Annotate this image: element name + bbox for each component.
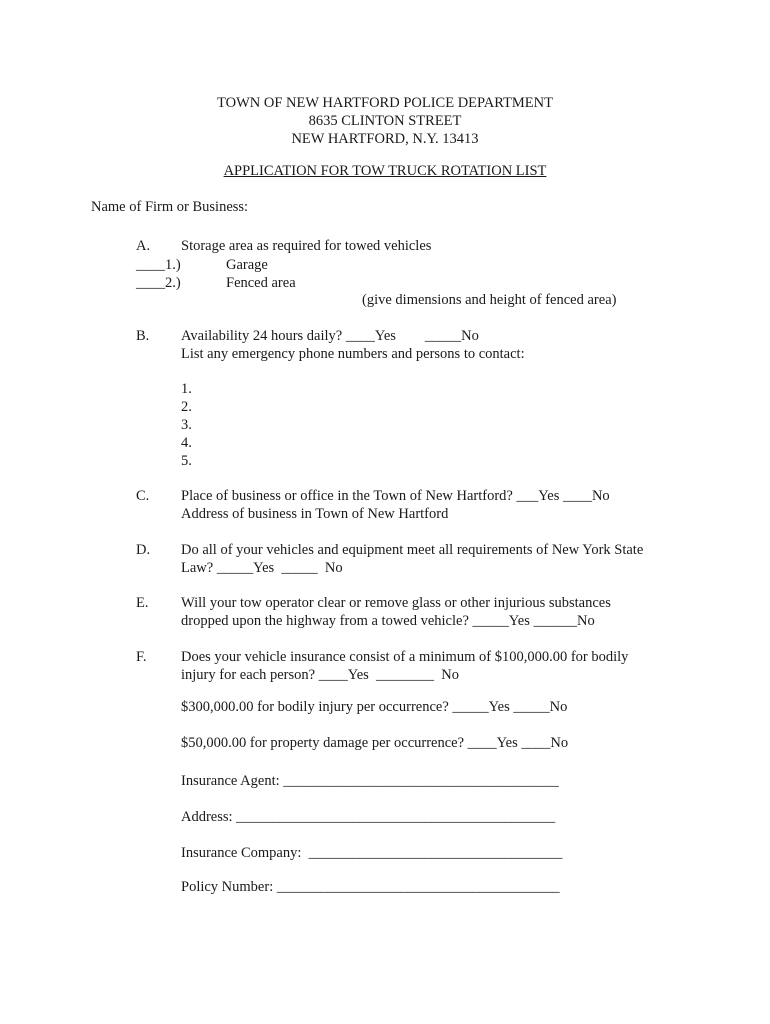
requirements-question: Do all of your vehicles and equipment meet all requirements of New York State [181,542,644,558]
requirements-answer: Law? _____Yes _____ No [181,560,343,576]
section-f-letter: F. [136,649,147,665]
department-street: 8635 CLINTON STREET [308,113,462,129]
insurance-address-field: Address: ____________________________________________ [181,809,556,825]
contact-line-4: 4. [181,435,192,451]
department-name: TOWN OF NEW HARTFORD POLICE DEPARTMENT [217,95,553,111]
contact-line-3: 3. [181,417,192,433]
emergency-contacts-label: List any emergency phone numbers and persons to contact: [181,346,525,362]
contact-line-2: 2. [181,399,192,415]
debris-clearance-question: Will your tow operator clear or remove glass or other injurious substances [181,595,611,611]
fenced-area-label: Fenced area [226,275,296,291]
availability-question: Availability 24 hours daily? ____Yes _____No [181,328,479,344]
firm-name-label: Name of Firm or Business: [91,199,249,215]
place-of-business-question: Place of business or office in the Town of New Hartford? ___Yes ____No [181,488,610,504]
insurance-per-person-answer: injury for each person? ____Yes ________ No [181,667,460,683]
section-d-letter: D. [136,542,151,558]
section-e-letter: E. [136,595,149,611]
section-a-text: Storage area as required for towed vehicles [181,238,432,254]
garage-label: Garage [226,257,268,273]
insurance-per-occurrence-question: $300,000.00 for bodily injury per occurrence? _____Yes _____No [181,699,568,715]
contact-line-5: 5. [181,453,192,469]
fenced-area-note: (give dimensions and height of fenced area) [362,292,617,308]
debris-clearance-answer: dropped upon the highway from a towed vehicle? _____Yes ______No [181,613,595,629]
section-a-letter: A. [136,238,151,254]
garage-blank: ____1.) [136,257,181,273]
section-b-letter: B. [136,328,150,344]
section-c-letter: C. [136,488,150,504]
contact-line-1: 1. [181,381,192,397]
form-title: APPLICATION FOR TOW TRUCK ROTATION LIST [223,163,547,179]
property-damage-question: $50,000.00 for property damage per occurrence? ____Yes ____No [181,735,569,751]
fenced-area-blank: ____2.) [136,275,181,291]
insurance-company-field: Insurance Company: ___________________________________ [181,845,563,861]
department-city: NEW HARTFORD, N.Y. 13413 [291,131,479,147]
policy-number-field: Policy Number: _______________________________________ [181,879,560,895]
insurance-question: Does your vehicle insurance consist of a minimum of $100,000.00 for bodily [181,649,629,665]
business-address-label: Address of business in Town of New Hartford [181,506,449,522]
insurance-agent-field: Insurance Agent: ______________________________________ [181,773,559,789]
